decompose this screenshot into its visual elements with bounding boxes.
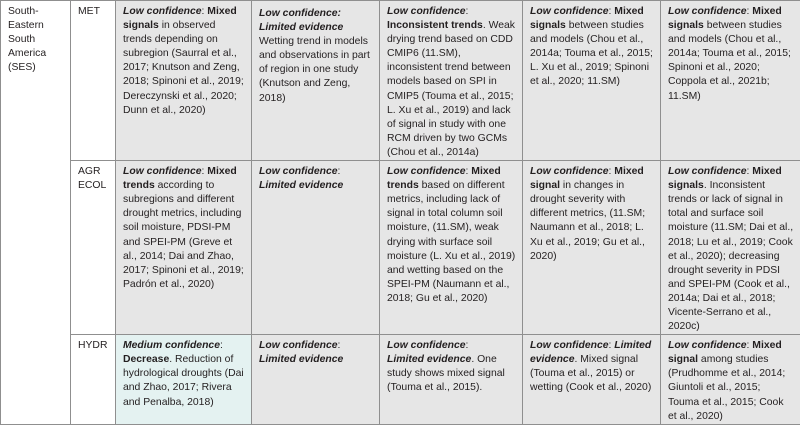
separator: : [338, 340, 341, 351]
table-row-hydr [1, 335, 800, 425]
cell-text: . One study shows mixed signal (Touma et al., 2015). [387, 354, 505, 393]
confidence-label: Low confidence [530, 6, 609, 17]
trend-label: Mixed signals [668, 6, 782, 31]
confidence-label: Low confidence [387, 6, 466, 17]
confidence-label: Low confidence [530, 340, 609, 351]
trend-label: Mixed signal [530, 166, 644, 191]
table-row-met [1, 1, 800, 161]
separator: : [466, 6, 469, 17]
confidence-label: Low confidence [387, 166, 466, 177]
cell-met-observed [116, 1, 252, 161]
cell-hydr-projection-1 [380, 335, 523, 425]
separator: : [466, 340, 469, 351]
confidence-label: Low confidence [530, 166, 609, 177]
separator: : [609, 166, 615, 177]
evidence-label: Limited evidence [259, 354, 343, 365]
trend-label: Decrease [123, 354, 169, 365]
cell-text: according to subregions and different drought metrics, including soil moisture, PDSI-PM and SPEI-PM (Greve et al., 2014; Dai and Zhao, 2017; Spinoni et al., 2019; Padrón et al., 2020) [123, 180, 244, 290]
cell-hydr-observed [116, 335, 252, 425]
drought-type-hydr: HYDR [71, 335, 116, 425]
region-label: South-Eastern South America (SES) [1, 1, 71, 425]
trend-label: Mixed signals [668, 166, 782, 191]
confidence-label: Low confidence: Limited evidence [259, 8, 343, 33]
separator: : [220, 340, 223, 351]
cell-hydr-attribution [252, 335, 380, 425]
trend-label: Mixed trends [123, 166, 237, 191]
cell-text: based on different metrics, including lack of signal in total column soil moisture, (11.SM), weak drying with surface soil moisture (L. Xu et al., 2019) and wetting based on the SPEI-PM (Naumann et al., 2018; Gu et al., 2020) [387, 180, 515, 304]
trend-label: Mixed trends [387, 166, 501, 191]
separator: : [747, 6, 753, 17]
confidence-label: Low confidence [668, 166, 747, 177]
cell-text: among studies (Prudhomme et al., 2014; Giuntoli et al., 2015; Touma et al., 2015; Cook et al., 2020) [668, 354, 785, 421]
cell-agr-projection-3 [661, 161, 800, 335]
trend-label: Mixed signal [668, 340, 782, 365]
confidence-label: Medium confidence [123, 340, 220, 351]
cell-agr-attribution [252, 161, 380, 335]
cell-text: . Inconsistent trends or lack of signal in total and surface soil moisture (11.SM; Dai et al., 2018; Lu et al., 2019; Cook et al., 2020); decreasing drought severity in PDSI and SPEI-PM (Cook et al., 2014a; Dai et al., 2018; Vicente-Serrano et al., 2020c) [668, 180, 793, 332]
cell-text: Wetting trend in models and observations in part of region in one study (Knutson and Zeng, 2018) [259, 36, 370, 103]
confidence-label: Low confidence [387, 340, 466, 351]
confidence-label: Low confidence [668, 340, 747, 351]
cell-agr-projection-2 [523, 161, 661, 335]
separator: : [202, 166, 208, 177]
separator: : [609, 6, 615, 17]
confidence-label: Low confidence [123, 6, 202, 17]
cell-hydr-projection-2 [523, 335, 661, 425]
confidence-label: Low confidence [259, 166, 338, 177]
confidence-label: Low confidence [123, 166, 202, 177]
separator: : [747, 340, 753, 351]
trend-label: Mixed signals [123, 6, 237, 31]
evidence-label: Limited evidence [387, 354, 471, 365]
separator: : [609, 340, 615, 351]
confidence-label: Low confidence [668, 6, 747, 17]
cell-text: . Weak drying trend based on CDD CMIP6 (11.SM), inconsistent trend between models based on SPI in CMIP5 (Touma et al., 2015; L. Xu et al., 2019) and lack of signal in study with one RCM driven by two GCMs (Chou et al., 2014a) [387, 20, 515, 158]
drought-type-met: MET [71, 1, 116, 161]
separator: : [466, 166, 472, 177]
trend-label: Inconsistent trends [387, 20, 483, 31]
separator: : [338, 166, 341, 177]
cell-text: in observed trends depending on subregion (Saurral et al., 2017; Knutson and Zeng, 2018; Spinoni et al., 2019; Dereczynski et al., 2020; Dunn et al., 2020) [123, 20, 244, 116]
evidence-label: Limited evidence [259, 180, 343, 191]
cell-text: . Mixed signal (Touma et al., 2015) or wetting (Cook et al., 2020) [530, 354, 651, 393]
cell-text: . Reduction of hydrological droughts (Dai and Zhao, 2017; Rivera and Penalba, 2018) [123, 354, 244, 407]
cell-met-projection-2 [523, 1, 661, 161]
separator: : [202, 6, 208, 17]
separator: : [747, 166, 753, 177]
cell-agr-projection-1 [380, 161, 523, 335]
cell-met-projection-3 [661, 1, 800, 161]
trend-label: Mixed signals [530, 6, 644, 31]
cell-hydr-projection-3 [661, 335, 800, 425]
table-row-agr-ecol [1, 161, 800, 335]
cell-met-projection-1 [380, 1, 523, 161]
cell-text: between studies and models (Chou et al., 2014a; Touma et al., 2015; L. Xu et al., 2019; Spinoni et al., 2020; 11.SM) [530, 20, 653, 87]
evidence-label: Limited evidence [530, 340, 651, 365]
confidence-label: Low confidence [259, 340, 338, 351]
cell-text: between studies and models (Chou et al., 2014a; Touma et al., 2015; Spinoni et al., 2020; Coppola et al., 2021b; 11.SM) [668, 20, 791, 101]
cell-met-attribution [252, 1, 380, 161]
drought-type-agr-ecol: AGR ECOL [71, 161, 116, 335]
cell-text: in changes in drought severity with different metrics, (11.SM; Naumann et al., 2018; L. Xu et al., 2019; Gu et al., 2020) [530, 180, 645, 261]
cell-agr-observed [116, 161, 252, 335]
